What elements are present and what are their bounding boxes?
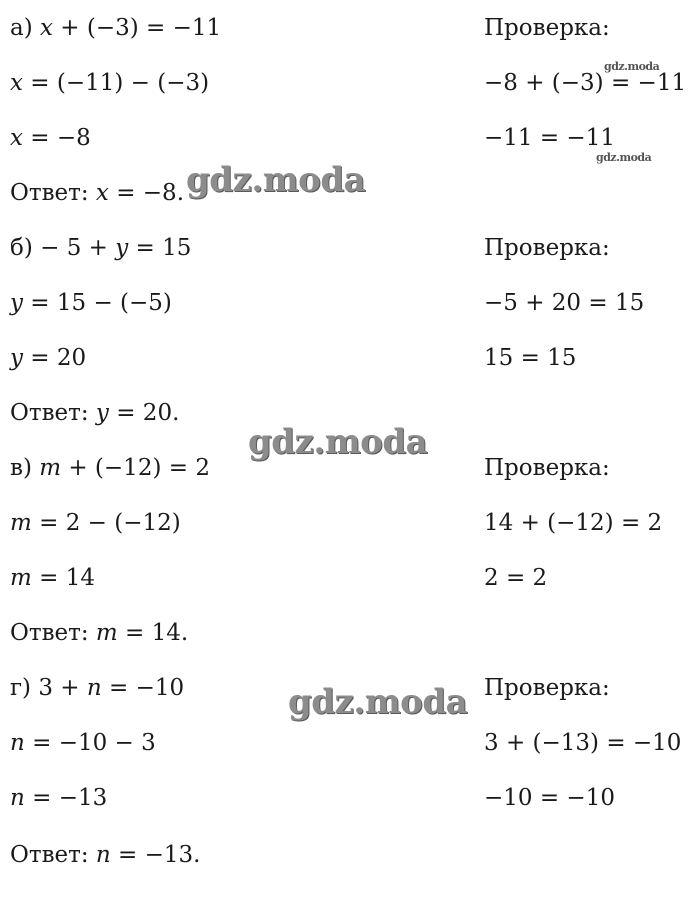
problem-g-check-2: −10 = −10: [484, 785, 615, 811]
problem-b-equation: б) − 5 + 𝑦 = 15: [10, 235, 192, 261]
problem-v-equation: в) 𝑚 + (−12) = 2: [10, 455, 210, 481]
watermark-large-1: gdz.moda: [186, 160, 366, 200]
problem-v-check-1: 14 + (−12) = 2: [484, 510, 663, 536]
problem-a-check-title: Проверка:: [484, 15, 610, 41]
problem-v-step-1: 𝑚 = 2 − (−12): [10, 510, 181, 536]
problem-g-check-1: 3 + (−13) = −10: [484, 730, 682, 756]
problem-g-step-2: 𝑛 = −13: [10, 785, 108, 811]
problem-v-check-title: Проверка:: [484, 455, 610, 481]
problem-a-check-1: −8 + (−3) = −11: [484, 70, 687, 96]
watermark-small-2: gdz.moda: [596, 151, 652, 164]
watermark-small-1: gdz.moda: [604, 60, 660, 73]
problem-a-answer: Ответ: 𝑥 = −8.: [10, 180, 185, 206]
problem-b-step-1: 𝑦 = 15 − (−5): [10, 290, 172, 316]
problem-a-step-2: 𝑥 = −8: [10, 125, 91, 151]
problem-a-step-1: 𝑥 = (−11) − (−3): [10, 70, 210, 96]
problem-b-check-title: Проверка:: [484, 235, 610, 261]
problem-b-step-2: 𝑦 = 20: [10, 345, 87, 371]
problem-g-answer: Ответ: 𝑛 = −13.: [10, 842, 201, 868]
problem-a-check-2: −11 = −11: [484, 125, 615, 151]
watermark-large-2: gdz.moda: [248, 422, 428, 462]
problem-b-check-2: 15 = 15: [484, 345, 577, 371]
problem-g-check-title: Проверка:: [484, 675, 610, 701]
problem-g-step-1: 𝑛 = −10 − 3: [10, 730, 156, 756]
problem-b-answer: Ответ: 𝑦 = 20.: [10, 400, 180, 426]
problem-v-answer: Ответ: 𝑚 = 14.: [10, 620, 189, 646]
problem-v-check-2: 2 = 2: [484, 565, 548, 591]
problem-g-equation: г) 3 + 𝑛 = −10: [10, 675, 185, 701]
problem-a-equation: а) 𝑥 + (−3) = −11: [10, 15, 222, 41]
problem-b-check-1: −5 + 20 = 15: [484, 290, 645, 316]
watermark-large-3: gdz.moda: [288, 682, 468, 722]
problem-v-step-2: 𝑚 = 14: [10, 565, 95, 591]
